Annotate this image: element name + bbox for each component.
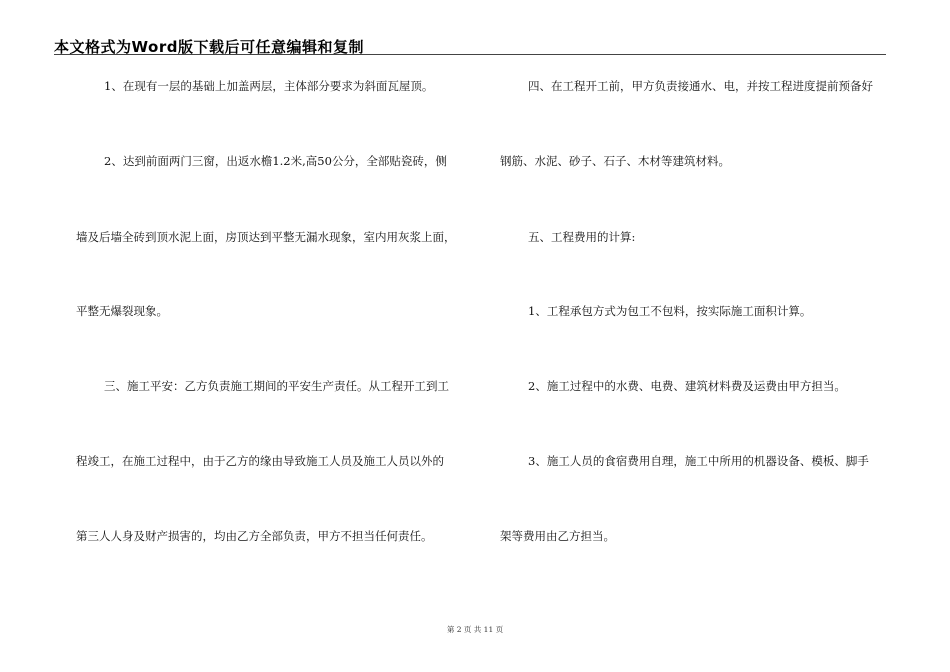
paragraph-line: 3、施工人员的食宿费用自理，施工中所用的机器设备、模板、脚手 xyxy=(528,454,869,468)
paragraph-line: 架等费用由乙方担当。 xyxy=(500,529,615,543)
header-title: 本文格式为Word版下载后可任意编辑和复制 xyxy=(54,38,364,56)
paragraph-line: 第三人人身及财产损害的，均由乙方全部负责，甲方不担当任何责任。 xyxy=(76,529,433,543)
paragraph-line: 2、施工过程中的水费、电费、建筑材料费及运费由甲方担当。 xyxy=(528,379,846,393)
paragraph-line: 程竣工，在施工过程中，由于乙方的缘由导致施工人员及施工人员以外的 xyxy=(76,454,444,468)
paragraph-line: 1、工程承包方式为包工不包料，按实际施工面积计算。 xyxy=(528,304,812,318)
paragraph-line: 平整无爆裂现象。 xyxy=(76,304,168,318)
paragraph-line: 五、工程费用的计算: xyxy=(528,230,636,244)
header-divider xyxy=(54,54,886,55)
paragraph-line: 1、在现有一层的基础上加盖两层，主体部分要求为斜面瓦屋顶。 xyxy=(104,79,434,93)
page-number: 第 2 页 共 11 页 xyxy=(446,625,504,634)
paragraph-line: 四、在工程开工前，甲方负责接通水、电，并按工程进度提前预备好 xyxy=(528,79,873,93)
paragraph-line: 三、施工平安：乙方负责施工期间的平安生产责任。从工程开工到工 xyxy=(104,379,449,393)
paragraph-line: 2、达到前面两门三窗，出返水檐1.2米,高50公分，全部贴瓷砖，侧 xyxy=(104,154,447,168)
paragraph-line: 墙及后墙全砖到顶水泥上面，房顶达到平整无漏水现象，室内用灰浆上面， xyxy=(76,230,456,244)
paragraph-line: 钢筋、水泥、砂子、石子、木材等建筑材料。 xyxy=(500,154,730,168)
